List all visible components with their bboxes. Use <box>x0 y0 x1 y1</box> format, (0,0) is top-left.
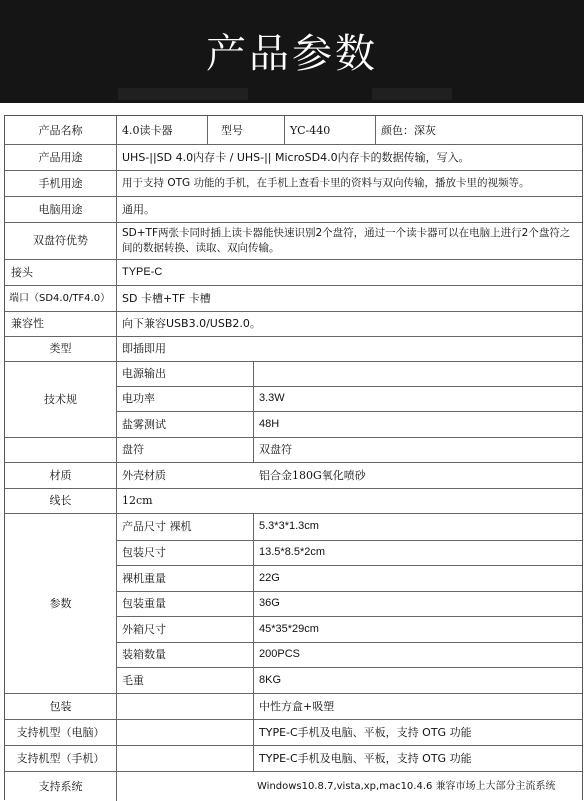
params-label: 参数 <box>49 596 72 610</box>
compatibility-label: 兼容性 <box>11 317 44 330</box>
param-row-value: 200PCS <box>259 648 300 660</box>
param-row-name: 包装尺寸 <box>122 546 166 559</box>
type-label: 类型 <box>49 342 72 355</box>
cable-length-value: 12cm <box>122 494 153 507</box>
material-name: 外壳材质 <box>122 468 166 482</box>
param-row-value: 13.5*8.5*2cm <box>259 546 326 558</box>
color-value: 颜色：深灰 <box>381 123 436 137</box>
title-banner <box>0 0 584 103</box>
dual-drive-value: SD+TF两张卡同时插上读卡器能快速识别2个盘符，通过一个读卡器可以在电脑上进行2个盘符之间的数据转换、读取、双向传输。 <box>122 226 571 254</box>
tech-row-value: 双盘符 <box>259 443 292 456</box>
support-phone-label: 支持机型（手机） <box>16 751 105 765</box>
product-name-value: 4.0读卡器 <box>122 123 173 137</box>
material-label: 材质 <box>49 468 72 482</box>
param-row-value: 45*35*29cm <box>259 622 319 635</box>
tech-row-name: 盐雾测试 <box>122 417 166 431</box>
port-value: SD 卡槽+TF 卡槽 <box>122 291 211 305</box>
support-phone-value: TYPE-C手机及电脑、平板，支持 OTG 功能 <box>259 751 472 765</box>
param-row-name: 产品尺寸 裸机 <box>122 520 192 533</box>
banner-shadow-block <box>372 88 452 100</box>
tech-row-name: 电源输出 <box>122 367 166 380</box>
param-row-name: 裸机重量 <box>122 571 166 585</box>
compatibility-value: 向下兼容USB3.0/USB2.0。 <box>122 317 261 330</box>
product-name-label: 产品名称 <box>38 123 83 137</box>
dual-drive-label: 双盘符优势 <box>33 234 88 247</box>
cable-length-label: 线长 <box>49 494 72 507</box>
tech-row-name: 盘符 <box>122 443 144 456</box>
param-row-value: 8KG <box>259 673 282 686</box>
system-value: Windows10.8.7,vista,xp,mac10.4.6 兼容市场上大部分主流系统 <box>257 780 556 792</box>
param-row-name: 外箱尺寸 <box>122 622 166 636</box>
product-usage-label: 产品用途 <box>38 150 83 164</box>
material-value: 铝合金180G氧化喷砂 <box>259 468 366 482</box>
phone-usage-label: 手机用途 <box>38 176 83 190</box>
tech-row-name: 电功率 <box>122 392 155 405</box>
phone-usage-value: 用于支持 OTG 功能的手机，在手机上查看卡里的资料与双向传输，播放卡里的视频等。 <box>122 176 530 189</box>
product-usage-value: UHS-||SD 4.0内存卡 / UHS-|| MicroSD4.0内存卡的数据传输，写入。 <box>122 150 470 164</box>
package-value: 中性方盒+吸塑 <box>259 699 335 713</box>
type-value: 即插即用 <box>122 342 166 355</box>
support-pc-value: TYPE-C手机及电脑、平板，支持 OTG 功能 <box>259 725 472 739</box>
param-row-value: 5.3*3*1.3cm <box>259 520 319 532</box>
page-title: 产品参数 <box>206 31 378 77</box>
param-row-value: 22G <box>259 571 280 584</box>
system-label: 支持系统 <box>38 779 83 793</box>
banner-shadow-block <box>118 88 248 100</box>
port-label: 端口（SD4.0/TF4.0） <box>9 292 111 304</box>
param-row-name: 毛重 <box>122 673 144 687</box>
connector-value: TYPE-C <box>122 265 163 278</box>
pc-usage-label: 电脑用途 <box>38 202 83 216</box>
tech-row-value: 3.3W <box>259 392 285 404</box>
tech-row-value <box>253 361 582 386</box>
tech-row-value: 48H <box>259 417 280 430</box>
model-value: YC-440 <box>290 123 331 137</box>
tech-spec-label: 技术规 <box>44 392 77 406</box>
pc-usage-value: 通用。 <box>122 202 155 216</box>
model-label: 型号 <box>221 123 243 137</box>
param-row-value: 36G <box>259 597 280 609</box>
package-label: 包装 <box>49 699 72 713</box>
support-pc-label: 支持机型（电脑） <box>16 725 105 739</box>
param-row-name: 包装重量 <box>122 597 166 610</box>
param-row-name: 装箱数量 <box>122 648 166 661</box>
spec-table <box>4 115 583 800</box>
connector-label: 接头 <box>11 265 33 279</box>
